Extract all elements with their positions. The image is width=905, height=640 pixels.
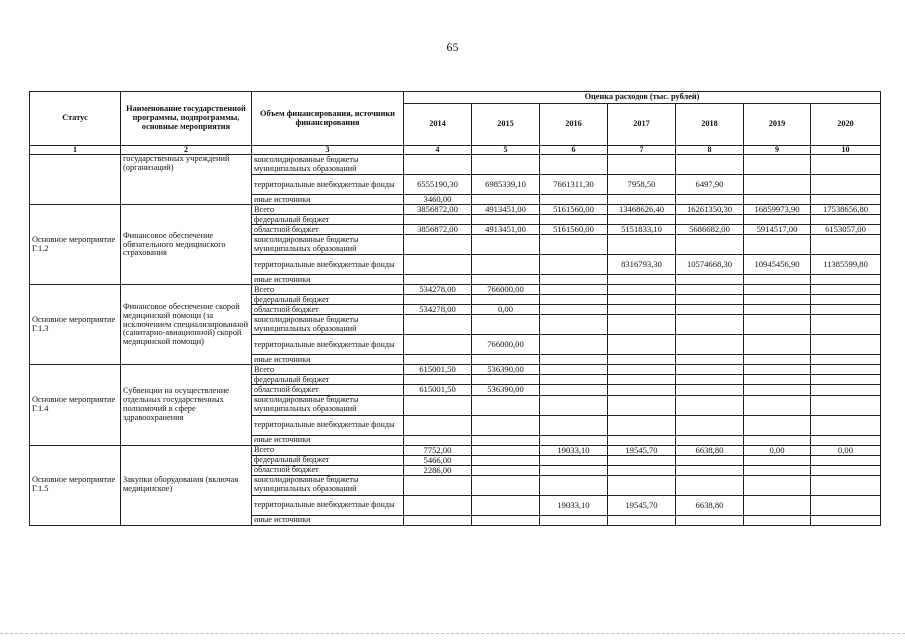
value-cell bbox=[608, 465, 676, 475]
value-cell: 2286,00 bbox=[404, 465, 472, 475]
value-cell bbox=[744, 385, 811, 395]
value-cell bbox=[608, 385, 676, 395]
value-cell bbox=[676, 315, 744, 335]
value-cell bbox=[404, 415, 472, 435]
status-cell: Основное мероприятие Г.1.3 bbox=[30, 285, 121, 365]
column-index: 2 bbox=[121, 146, 252, 155]
header-year: 2020 bbox=[811, 104, 881, 146]
status-cell: Основное мероприятие Г.1.5 bbox=[30, 445, 121, 525]
value-cell bbox=[608, 235, 676, 255]
value-cell bbox=[540, 255, 608, 275]
source-label: территориальные внебюджетные фонды bbox=[252, 415, 404, 435]
source-label: Всего bbox=[252, 285, 404, 295]
page-edge bbox=[0, 633, 905, 640]
column-index: 8 bbox=[676, 146, 744, 155]
value-cell bbox=[472, 215, 540, 225]
value-cell bbox=[472, 495, 540, 515]
value-cell bbox=[811, 465, 881, 475]
value-cell bbox=[608, 335, 676, 355]
value-cell: 6638,80 bbox=[676, 495, 744, 515]
header-year: 2014 bbox=[404, 104, 472, 146]
value-cell bbox=[811, 195, 881, 205]
value-cell bbox=[811, 215, 881, 225]
value-cell bbox=[540, 365, 608, 375]
value-cell bbox=[676, 235, 744, 255]
value-cell: 6555190,30 bbox=[404, 175, 472, 195]
program-name-cell: Финансовое обеспечение обязательного медицинского страхования bbox=[121, 205, 252, 285]
status-cell: Основное мероприятие Г.1.2 bbox=[30, 205, 121, 285]
value-cell bbox=[811, 355, 881, 365]
value-cell: 8316793,30 bbox=[608, 255, 676, 275]
value-cell: 7752,00 bbox=[404, 445, 472, 455]
source-label: консолидированные бюджеты муниципальных образований bbox=[252, 475, 404, 495]
value-cell: 4913451,00 bbox=[472, 205, 540, 215]
value-cell bbox=[676, 465, 744, 475]
value-cell bbox=[540, 465, 608, 475]
header-year: 2018 bbox=[676, 104, 744, 146]
source-label: территориальные внебюджетные фонды bbox=[252, 495, 404, 515]
column-index: 5 bbox=[472, 146, 540, 155]
value-cell bbox=[540, 195, 608, 205]
value-cell bbox=[472, 195, 540, 205]
value-cell bbox=[744, 415, 811, 435]
value-cell: 0,00 bbox=[744, 445, 811, 455]
value-cell bbox=[608, 195, 676, 205]
value-cell bbox=[744, 305, 811, 315]
value-cell bbox=[404, 495, 472, 515]
value-cell bbox=[404, 395, 472, 415]
value-cell bbox=[472, 235, 540, 255]
value-cell bbox=[811, 305, 881, 315]
value-cell: 615001,50 bbox=[404, 385, 472, 395]
value-cell bbox=[472, 475, 540, 495]
value-cell bbox=[608, 285, 676, 295]
value-cell bbox=[404, 375, 472, 385]
value-cell: 10945456,90 bbox=[744, 255, 811, 275]
value-cell: 766000,00 bbox=[472, 335, 540, 355]
source-label: консолидированные бюджеты муниципальных образований bbox=[252, 155, 404, 175]
value-cell bbox=[744, 275, 811, 285]
value-cell bbox=[811, 475, 881, 495]
value-cell bbox=[811, 365, 881, 375]
value-cell bbox=[676, 435, 744, 445]
value-cell bbox=[811, 175, 881, 195]
header-year: 2017 bbox=[608, 104, 676, 146]
column-index: 4 bbox=[404, 146, 472, 155]
value-cell bbox=[608, 455, 676, 465]
page-number: 65 bbox=[446, 40, 459, 54]
source-label: иные источники bbox=[252, 355, 404, 365]
source-label: Всего bbox=[252, 445, 404, 455]
value-cell bbox=[472, 255, 540, 275]
value-cell bbox=[540, 375, 608, 385]
value-cell: 3856872,00 bbox=[404, 225, 472, 235]
value-cell: 19545,70 bbox=[608, 445, 676, 455]
table-row bbox=[30, 285, 881, 295]
value-cell bbox=[744, 295, 811, 305]
value-cell: 536390,00 bbox=[472, 365, 540, 375]
source-label: Всего bbox=[252, 205, 404, 215]
header-status: Статус bbox=[30, 92, 121, 146]
value-cell: 534278,00 bbox=[404, 305, 472, 315]
value-cell bbox=[811, 395, 881, 415]
table-body bbox=[30, 155, 881, 205]
header-year: 2019 bbox=[744, 104, 811, 146]
value-cell bbox=[744, 395, 811, 415]
table-row bbox=[30, 445, 881, 455]
value-cell bbox=[744, 465, 811, 475]
value-cell: 7958,50 bbox=[608, 175, 676, 195]
header-name: Наименование государственной программы, подпрограммы, основные мероприятия bbox=[121, 92, 252, 146]
value-cell bbox=[540, 455, 608, 465]
value-cell: 16859973,90 bbox=[744, 205, 811, 215]
source-label: иные источники bbox=[252, 275, 404, 285]
value-cell bbox=[744, 515, 811, 525]
value-cell bbox=[744, 315, 811, 335]
value-cell: 766000,00 bbox=[472, 285, 540, 295]
value-cell: 4913451,00 bbox=[472, 225, 540, 235]
header-estimate: Оценка расходов (тыс. рублей) bbox=[404, 92, 881, 104]
source-label: федеральный бюджет bbox=[252, 215, 404, 225]
value-cell bbox=[744, 215, 811, 225]
value-cell bbox=[608, 475, 676, 495]
value-cell bbox=[540, 385, 608, 395]
value-cell bbox=[472, 355, 540, 365]
value-cell bbox=[608, 295, 676, 305]
value-cell: 615001,50 bbox=[404, 365, 472, 375]
column-index: 10 bbox=[811, 146, 881, 155]
value-cell bbox=[404, 235, 472, 255]
source-label: консолидированные бюджеты муниципальных образований bbox=[252, 235, 404, 255]
value-cell bbox=[540, 355, 608, 365]
table-row bbox=[30, 205, 881, 215]
value-cell bbox=[404, 335, 472, 355]
value-cell bbox=[744, 435, 811, 445]
value-cell: 0,00 bbox=[811, 445, 881, 455]
value-cell bbox=[744, 495, 811, 515]
value-cell bbox=[540, 305, 608, 315]
value-cell bbox=[472, 465, 540, 475]
value-cell bbox=[811, 375, 881, 385]
value-cell bbox=[676, 415, 744, 435]
value-cell bbox=[608, 515, 676, 525]
status-cell bbox=[30, 155, 121, 205]
value-cell bbox=[608, 275, 676, 285]
value-cell bbox=[404, 355, 472, 365]
source-label: консолидированные бюджеты муниципальных образований bbox=[252, 315, 404, 335]
value-cell: 13468626,40 bbox=[608, 205, 676, 215]
value-cell bbox=[540, 295, 608, 305]
value-cell bbox=[811, 435, 881, 445]
program-name-cell: Закупки оборудования (включая медицинское) bbox=[121, 445, 252, 525]
value-cell bbox=[540, 335, 608, 355]
value-cell bbox=[608, 395, 676, 415]
value-cell: 6985339,10 bbox=[472, 175, 540, 195]
value-cell bbox=[472, 395, 540, 415]
column-index: 1 bbox=[30, 146, 121, 155]
table-header bbox=[30, 92, 881, 155]
value-cell: 536390,00 bbox=[472, 385, 540, 395]
value-cell bbox=[744, 355, 811, 365]
value-cell bbox=[608, 305, 676, 315]
value-cell bbox=[472, 515, 540, 525]
table-row bbox=[30, 365, 881, 375]
value-cell bbox=[404, 515, 472, 525]
value-cell bbox=[540, 515, 608, 525]
value-cell: 5466,00 bbox=[404, 455, 472, 465]
value-cell bbox=[811, 275, 881, 285]
value-cell bbox=[744, 335, 811, 355]
value-cell bbox=[608, 215, 676, 225]
value-cell bbox=[404, 295, 472, 305]
value-cell bbox=[608, 315, 676, 335]
value-cell bbox=[472, 435, 540, 445]
value-cell bbox=[744, 195, 811, 205]
header-year: 2015 bbox=[472, 104, 540, 146]
value-cell bbox=[744, 475, 811, 495]
value-cell bbox=[540, 315, 608, 335]
value-cell: 0,00 bbox=[472, 305, 540, 315]
value-cell bbox=[676, 215, 744, 225]
value-cell: 11385599,80 bbox=[811, 255, 881, 275]
source-label: территориальные внебюджетные фонды bbox=[252, 175, 404, 195]
value-cell bbox=[811, 295, 881, 305]
value-cell bbox=[676, 335, 744, 355]
value-cell bbox=[744, 175, 811, 195]
value-cell bbox=[811, 315, 881, 335]
value-cell: 5161560,00 bbox=[540, 205, 608, 215]
value-cell bbox=[472, 445, 540, 455]
source-label: федеральный бюджет bbox=[252, 375, 404, 385]
budget-table bbox=[29, 91, 881, 526]
value-cell bbox=[404, 215, 472, 225]
value-cell bbox=[676, 475, 744, 495]
value-cell bbox=[608, 375, 676, 385]
value-cell bbox=[744, 365, 811, 375]
value-cell: 16261350,30 bbox=[676, 205, 744, 215]
column-index: 3 bbox=[252, 146, 404, 155]
value-cell: 17538656,80 bbox=[811, 205, 881, 215]
value-cell bbox=[676, 375, 744, 385]
status-cell: Основное мероприятие Г.1.4 bbox=[30, 365, 121, 445]
value-cell: 3856872,00 bbox=[404, 205, 472, 215]
value-cell bbox=[404, 255, 472, 275]
program-name-cell: государственных учреждений (организаций) bbox=[121, 155, 252, 205]
source-label: Всего bbox=[252, 365, 404, 375]
column-index: 9 bbox=[744, 146, 811, 155]
value-cell: 7661311,30 bbox=[540, 175, 608, 195]
value-cell bbox=[472, 375, 540, 385]
header-year: 2016 bbox=[540, 104, 608, 146]
value-cell bbox=[811, 285, 881, 295]
value-cell bbox=[608, 365, 676, 375]
source-label: иные источники bbox=[252, 195, 404, 205]
value-cell bbox=[744, 455, 811, 465]
value-cell bbox=[676, 385, 744, 395]
value-cell bbox=[676, 395, 744, 415]
value-cell bbox=[811, 335, 881, 355]
value-cell bbox=[404, 435, 472, 445]
source-label: иные источники bbox=[252, 435, 404, 445]
value-cell bbox=[811, 235, 881, 255]
value-cell: 3460,00 bbox=[404, 195, 472, 205]
value-cell bbox=[811, 515, 881, 525]
value-cell bbox=[676, 305, 744, 315]
value-cell bbox=[540, 235, 608, 255]
value-cell bbox=[540, 475, 608, 495]
source-label: областной бюджет bbox=[252, 385, 404, 395]
program-name-cell: Субвенции на осуществление отдельных государственных полномочий в сфере здравоохранения bbox=[121, 365, 252, 445]
source-label: иные источники bbox=[252, 515, 404, 525]
value-cell bbox=[404, 275, 472, 285]
value-cell bbox=[472, 275, 540, 285]
value-cell bbox=[811, 495, 881, 515]
value-cell bbox=[811, 385, 881, 395]
value-cell bbox=[540, 395, 608, 415]
value-cell bbox=[404, 475, 472, 495]
value-cell bbox=[744, 375, 811, 385]
source-label: консолидированные бюджеты муниципальных образований bbox=[252, 395, 404, 415]
value-cell bbox=[676, 195, 744, 205]
value-cell: 6638,80 bbox=[676, 445, 744, 455]
value-cell bbox=[540, 435, 608, 445]
value-cell bbox=[540, 415, 608, 435]
value-cell: 5686682,00 bbox=[676, 225, 744, 235]
value-cell bbox=[676, 355, 744, 365]
value-cell bbox=[608, 355, 676, 365]
value-cell bbox=[608, 415, 676, 435]
value-cell bbox=[608, 435, 676, 445]
value-cell: 5151833,10 bbox=[608, 225, 676, 235]
value-cell bbox=[811, 415, 881, 435]
value-cell bbox=[540, 285, 608, 295]
source-label: областной бюджет bbox=[252, 225, 404, 235]
value-cell: 19033,10 bbox=[540, 495, 608, 515]
table-row bbox=[30, 155, 881, 175]
column-index: 7 bbox=[608, 146, 676, 155]
budget-table-container bbox=[29, 91, 880, 526]
source-label: территориальные внебюджетные фонды bbox=[252, 335, 404, 355]
value-cell bbox=[472, 295, 540, 305]
value-cell bbox=[472, 315, 540, 335]
value-cell bbox=[676, 515, 744, 525]
value-cell bbox=[472, 415, 540, 435]
value-cell bbox=[540, 215, 608, 225]
source-label: областной бюджет bbox=[252, 465, 404, 475]
program-name-cell: Финансовое обеспечение скорой медицинской помощи (за исключением специализированной (санитарно-авиационной) скорой медицинской помощи) bbox=[121, 285, 252, 365]
value-cell bbox=[676, 365, 744, 375]
header-financing: Объем финансирования, источники финансирования bbox=[252, 92, 404, 146]
source-label: федеральный бюджет bbox=[252, 455, 404, 465]
column-index: 6 bbox=[540, 146, 608, 155]
value-cell bbox=[744, 285, 811, 295]
value-cell bbox=[540, 275, 608, 285]
value-cell: 6153057,00 bbox=[811, 225, 881, 235]
source-label: территориальные внебюджетные фонды bbox=[252, 255, 404, 275]
value-cell: 5914517,00 bbox=[744, 225, 811, 235]
value-cell: 19545,70 bbox=[608, 495, 676, 515]
source-label: федеральный бюджет bbox=[252, 295, 404, 305]
program-blocks bbox=[30, 205, 881, 525]
value-cell: 5161560,00 bbox=[540, 225, 608, 235]
value-cell bbox=[744, 235, 811, 255]
value-cell: 10574668,30 bbox=[676, 255, 744, 275]
value-cell bbox=[676, 285, 744, 295]
value-cell bbox=[472, 455, 540, 465]
value-cell bbox=[676, 455, 744, 465]
value-cell bbox=[676, 295, 744, 305]
value-cell: 534278,00 bbox=[404, 285, 472, 295]
value-cell: 6497,90 bbox=[676, 175, 744, 195]
value-cell: 19033,10 bbox=[540, 445, 608, 455]
value-cell bbox=[404, 315, 472, 335]
source-label: областной бюджет bbox=[252, 305, 404, 315]
value-cell bbox=[811, 455, 881, 465]
value-cell bbox=[676, 275, 744, 285]
